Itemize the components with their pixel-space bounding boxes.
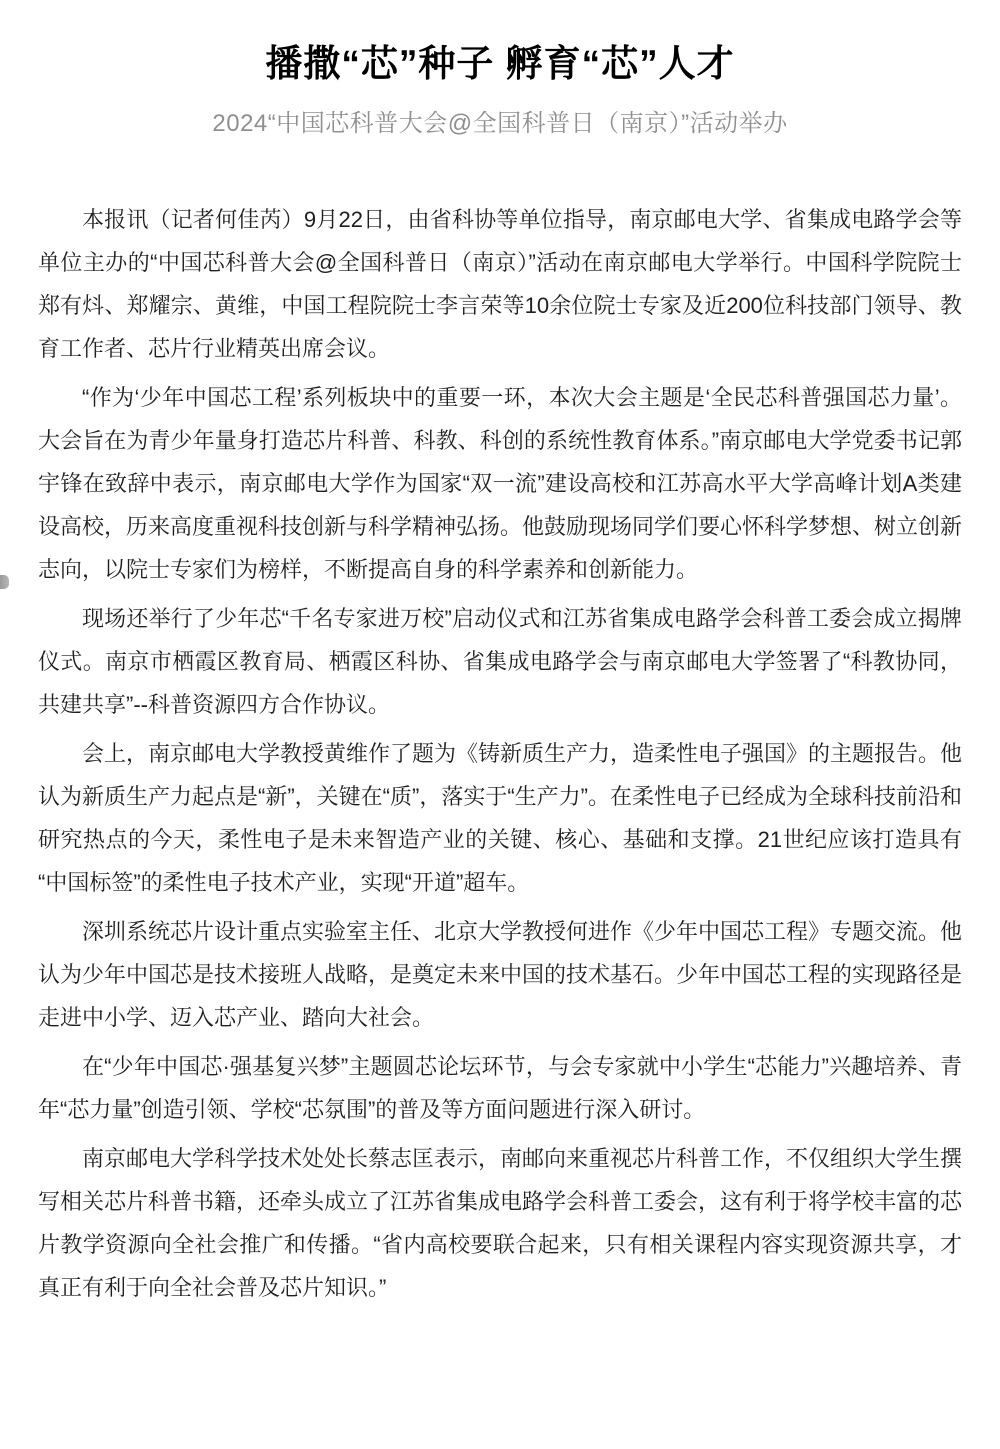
article-subtitle: 2024“中国芯科普大会@全国科普日（南京）”活动举办: [212, 110, 788, 137]
article-paragraph: 深圳系统芯片设计重点实验室主任、北京大学教授何进作《少年中国芯工程》专题交流。他认为少年中国芯是技术接班人战略，是奠定未来中国的技术基石。少年中国芯工程的实现路径是走进中小学、迈入芯产业、踏向大社会。: [38, 919, 963, 1030]
article-paragraph: 会上，南京邮电大学教授黄维作了题为《铸新质生产力，造柔性电子强国》的主题报告。他认为新质生产力起点是“新”，关键在“质”，落实于“生产力”。在柔性电子已经成为全球科技前沿和研究热点的今天，柔性电子是未来智造产业的关键、核心、基础和支撑。21世纪应该打造具有“中国标签”的柔性电子技术产业，实现“开道”超车。: [38, 741, 963, 895]
article-body: [38, 198, 962, 1309]
article-paragraph: 在“少年中国芯·强基复兴梦”主题圆芯论坛环节，与会专家就中小学生“芯能力”兴趣培养、青年“芯力量”创造引领、学校“芯氛围”的普及等方面问题进行深入研讨。: [38, 1054, 962, 1122]
left-scrollbar-thumb[interactable]: [0, 575, 9, 589]
article-title: 播撒“芯”种子 孵育“芯”人才: [265, 43, 735, 84]
article-paragraph: “作为‘少年中国芯工程’系列板块中的重要一环，本次大会主题是‘全民芯科普强国芯力量’。大会旨在为青少年量身打造芯片科普、科教、科创的系统性教育体系。”南京邮电大学党委书记郭宇锋在致辞中表示，南京邮电大学作为国家“双一流”建设高校和江苏高水平大学高峰计划A类建设高校，历来高度重视科技创新与科学精神弘扬。他鼓励现场同学们要心怀科学梦想、树立创新志向，以院士专家们为榜样，不断提高自身的科学素养和创新能力。: [38, 385, 963, 582]
article-paragraph: 南京邮电大学科学技术处处长蔡志匡表示，南邮向来重视芯片科普工作，不仅组织大学生撰写相关芯片科普书籍，还牵头成立了江苏省集成电路学会科普工委会，这有利于将学校丰富的芯片教学资源向全社会推广和传播。“省内高校要联合起来，只有相关课程内容实现资源共享，才真正有利于向全社会普及芯片知识。”: [38, 1146, 963, 1300]
article-paragraph: 本报讯（记者何佳芮）9月22日，由省科协等单位指导，南京邮电大学、省集成电路学会等单位主办的“中国芯科普大会@全国科普日（南京）”活动在南京邮电大学举行。中国科学院院士郑有炓、郑耀宗、黄维，中国工程院院士李言荣等10余位院士专家及近200位科技部门领导、教育工作者、芯片行业精英出席会议。: [38, 207, 962, 361]
article-paragraph: 现场还举行了少年芯“千名专家进万校”启动仪式和江苏省集成电路学会科普工委会成立揭牌仪式。南京市栖霞区教育局、栖霞区科协、省集成电路学会与南京邮电大学签署了“科教协同，共建共享”--科普资源四方合作协议。: [38, 606, 962, 717]
